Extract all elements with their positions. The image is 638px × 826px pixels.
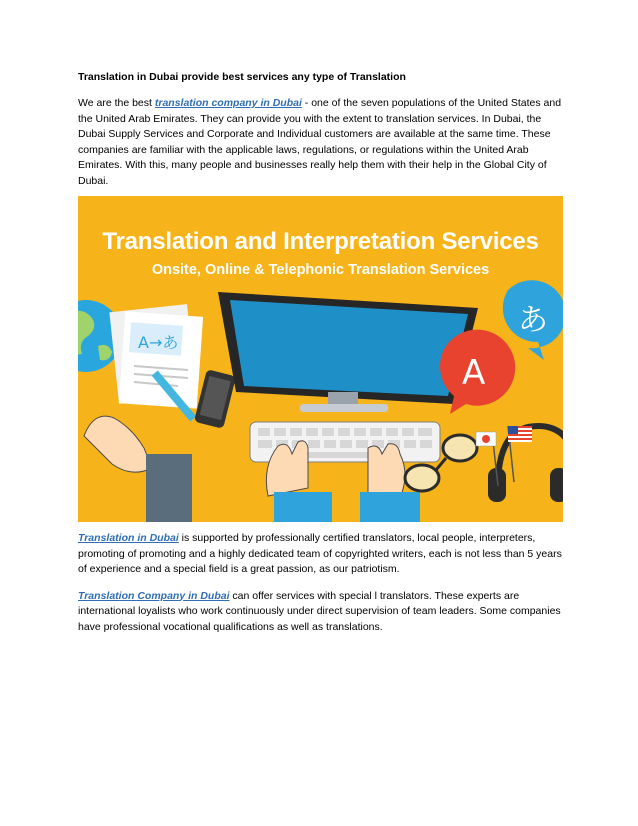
banner-subheading: Onsite, Online & Telephonic Translation Services xyxy=(151,262,490,278)
services-text: can offer services with special l translators. These experts are international loyalists who work continuously under direct supervision of team leaders. Some companies have professional vocational qualifications as well as translations. xyxy=(78,589,561,633)
supported-text: is supported by professionally certified translators, local people, interpreters, promoting of promoting and a highly dedicated team of copyrighted writers, each is not less than 5 years of experience and a special field is a great passion, as our patriotism. xyxy=(78,532,562,575)
left-hand-icon xyxy=(84,416,192,522)
glyph-latin: A xyxy=(462,353,486,393)
paper-glyphs: A→あ xyxy=(138,333,179,352)
intro-text-before: We are the best xyxy=(78,97,155,109)
monitor-icon xyxy=(218,292,478,412)
tablet-icon xyxy=(194,369,236,429)
banner-heading: Translation and Interpretation Services xyxy=(102,228,539,255)
translation-company-link[interactable]: translation company in Dubai xyxy=(154,97,302,109)
document-body xyxy=(78,70,564,200)
banner-image xyxy=(78,196,563,522)
translation-company-in-dubai-link[interactable]: Translation Company in Dubai xyxy=(78,589,230,602)
glyph-japanese: あ xyxy=(518,303,548,338)
speech-bubble-japanese-icon xyxy=(503,280,563,360)
translation-in-dubai-link[interactable]: Translation in Dubai xyxy=(78,532,179,544)
document-papers-icon xyxy=(109,304,203,408)
paragraph-services xyxy=(78,589,564,636)
paragraph-intro xyxy=(78,96,564,189)
intro-text-after: - one of the seven populations of the United States and the United Arab Emirates. They can provide you with the extent to translation services. In Dubai, the Dubai Supply Services and Corporate and Individual customers are available at the same time. These companies are familiar with the applicable laws, regulations, or regulations within the United Arab Emirates. With this, many people and businesses really help them with their help in the Global City of Dubai. xyxy=(78,97,562,187)
document-body-lower xyxy=(78,531,564,646)
paragraph-supported xyxy=(78,531,564,578)
document-title: Translation in Dubai provide best services any type of Translation xyxy=(78,71,406,83)
